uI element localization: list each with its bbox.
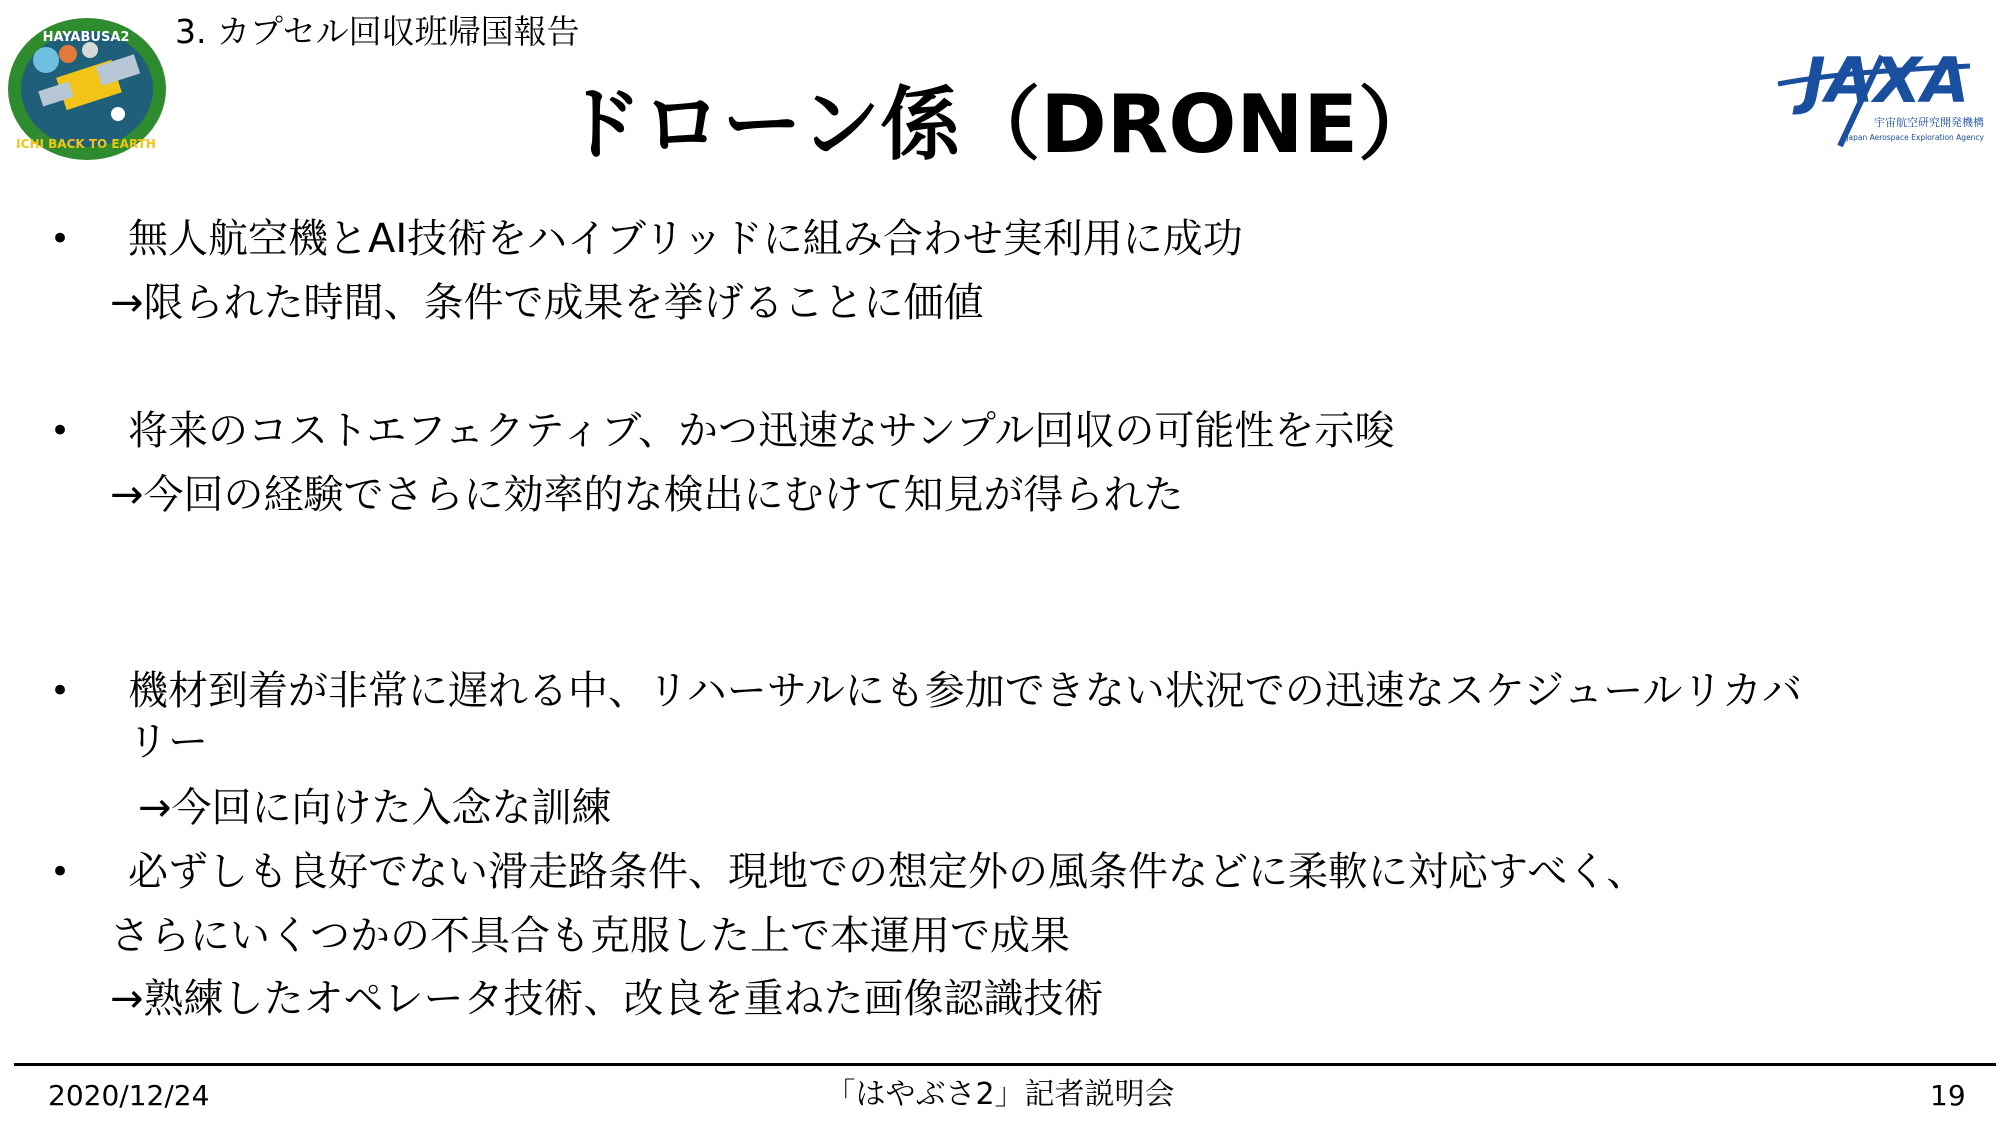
bullet-3-line-2: リー — [128, 719, 208, 765]
footer-date: 2020/12/24 — [48, 1079, 210, 1112]
mission-patch-top-text: HAYABUSA2 — [42, 30, 130, 45]
slide-title: ドローン係（DRONE） — [561, 78, 1439, 171]
footer-divider — [14, 1063, 1996, 1066]
section-label: 3. カプセル回収班帰国報告 — [175, 12, 580, 51]
jaxa-caption-en: Japan Aerospace Exploration Agency — [1846, 133, 1984, 142]
bullet-3-line-1: 機材到着が非常に遅れる中、リハーサルにも参加できない状況での迅速なスケジュールリカバ — [128, 668, 1802, 714]
bullet-3-line-3: →今回に向けた入念な訓練 — [138, 785, 612, 831]
bullet-marker: • — [50, 671, 71, 711]
jaxa-wordmark: JAXA — [1802, 44, 1970, 117]
bullet-marker: • — [50, 219, 71, 259]
mission-patch-ring-text: ICHI BACK TO EARTH — [16, 137, 156, 151]
bullet-1-line-1: 無人航空機とAI技術をハイブリッドに組み合わせ実利用に成功 — [128, 216, 1243, 262]
jaxa-caption-ja: 宇宙航空研究開発機構 — [1874, 116, 1984, 129]
bullet-1-line-2: →限られた時間、条件で成果を挙げることに価値 — [110, 280, 984, 326]
bullet-4-line-2: さらにいくつかの不具合も克服した上で本運用で成果 — [110, 913, 1070, 959]
bullet-2-line-1: 将来のコストエフェクティブ、かつ迅速なサンプル回収の可能性を示唆 — [128, 408, 1395, 454]
bullet-marker: • — [50, 852, 71, 892]
bullet-2-line-2: →今回の経験でさらに効率的な検出にむけて知見が得られた — [110, 472, 1184, 518]
bullet-marker: • — [50, 411, 71, 451]
bullet-4-line-3: →熟練したオペレータ技術、改良を重ねた画像認識技術 — [110, 976, 1104, 1022]
page-number: 19 — [1930, 1079, 1966, 1112]
bullet-4-line-1: 必ずしも良好でない滑走路条件、現地での想定外の風条件などに柔軟に対応すべく、 — [128, 849, 1647, 895]
footer-event-title: 「はやぶさ2」記者説明会 — [825, 1077, 1175, 1112]
